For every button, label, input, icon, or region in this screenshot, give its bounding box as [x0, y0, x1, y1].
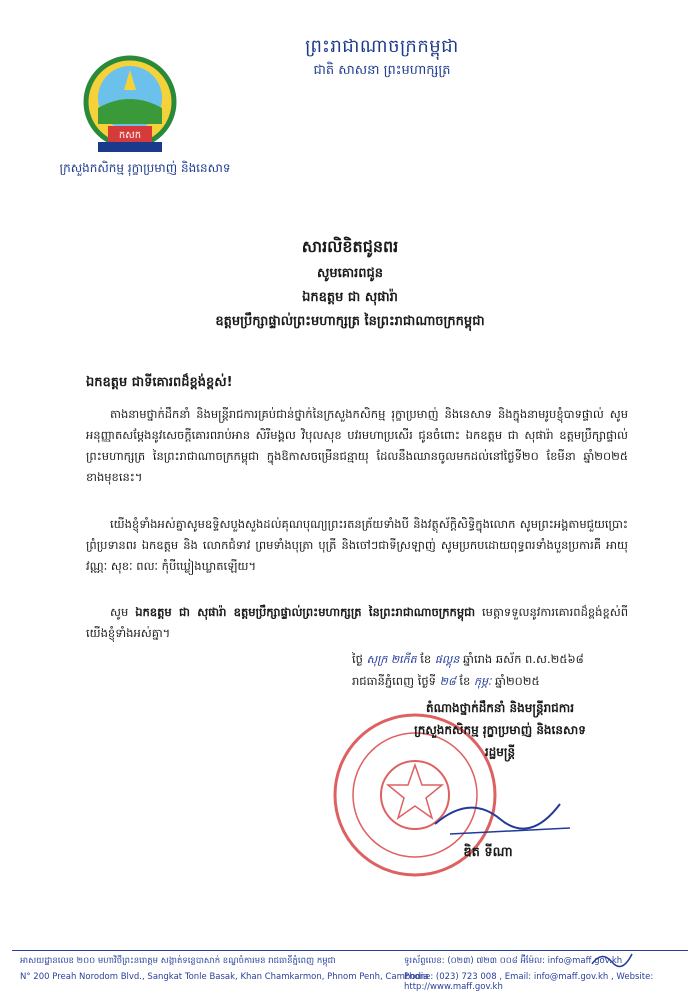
solar-month-label: ខែ [459, 674, 471, 688]
salutation: ឯកឧត្តម ជាទីគោរពដ៏ខ្ពង់ខ្ពស់! [86, 375, 233, 390]
footer-address-kh: អាសយដ្ឋានលេខ ២០០ មហាវិថីព្រះនរោត្តម សង្កាត់ទន្លេបាសាក់ ខណ្ឌចំការមន រាជធានីភ្នំពេញ កម្ពុជា [20, 956, 336, 966]
ministry-name: ក្រសួងកសិកម្ម រុក្ខាប្រមាញ់ និងនេសាទ [59, 161, 231, 175]
solar-year: ឆ្នាំ២០២៥ [495, 674, 540, 688]
recipient-title: ឧត្តមប្រឹក្សាផ្ទាល់ព្រះមហាក្សត្រ នៃព្រះរាជាណាចក្រកម្ពុជា [215, 314, 485, 329]
kingdom-title: ព្រះរាជាណាចក្រកម្ពុជា [305, 36, 459, 57]
body-paragraph-1: តាងនាមថ្នាក់ដឹកនាំ និងមន្ត្រីរាជការគ្រប់ជាន់ថ្នាក់នៃក្រសួងកសិកម្ម រុក្ខាប្រមាញ់ និងនេសាទ និងក្នុងនាមរូបខ្ញុំបាទផ្ទាល់ សូមអនុញ្ញាតសម្តែងនូវសេចក្តីគោរពរាប់អាន សិរីមង្គល វិបុលសុខ បវរមហាប្រសើរ ជូនចំពោះ ឯកឧត្តម ជា សុផារ៉ា ឧត្តមប្រឹក្សាផ្ទាល់ព្រះមហាក្សត្រ នៃព្រះរាជាណាចក្រកម្ពុជា ក្នុងឱកាសចម្រើនជន្មាយុ ដែលនឹងឈានចូលមកដល់នៅថ្ងៃទី២០ ខែមីនា ឆ្នាំ២០២៥ ខាងមុខនេះ។ [86, 407, 628, 484]
solar-month-handwritten: កុម្ភៈ [474, 675, 492, 688]
p3-closing: មេត្តាទទួលនូវការគោរពដ៏ខ្ពង់ខ្ពស់ពីយើងខ្ញុំទាំងអស់គ្នា។ [86, 605, 629, 640]
p3-prefix: សូម [110, 605, 129, 619]
lunar-month-handwritten: ផល្គុន [434, 653, 460, 666]
body-paragraph-2: យើងខ្ញុំទាំងអស់គ្នាសូមឧទ្ទិសបួងសួងដល់គុណបុណ្យព្រះរតនត្រ័យទាំងបី និងវត្ថុស័ក្តិសិទ្ធិក្នុងលោក សូមព្រះអង្គតាមជួយប្រោះព្រំប្រទានពរ ឯកឧត្តម និង លោកជំទាវ ព្រមទាំងបុត្រា បុត្រី និងចៅៗជាទីស្រឡាញ់ សូមប្រកបដោយពុទ្ធពរទាំងបួនប្រការគឺ អាយុ វណ្ណៈ សុខៈ ពលៈ កុំបីឃ្លៀងឃ្លាតឡើយ។ [86, 517, 628, 573]
lunar-prefix: ថ្ងៃ [352, 652, 363, 666]
footer-initial-signature [590, 948, 634, 970]
letter-title-block [100, 236, 600, 337]
lunar-day-handwritten: សុក្រ ២កើត [366, 653, 417, 666]
footer-contact-en: Phone: (023) 723 008 , Email: info@maff.gov.kh , Website: http://www.maff.gov.kh [404, 972, 654, 992]
lunar-date [352, 652, 642, 669]
handwritten-signature [430, 784, 580, 844]
recipient-name: ឯកឧត្តម ជា សុផារ៉ា [302, 290, 398, 305]
signature-line-2: ក្រសួងកសិកម្ម រុក្ខាប្រមាញ់ និងនេសាទ [414, 723, 586, 737]
national-motto: ជាតិ សាសនា ព្រះមហាក្សត្រ [313, 63, 451, 78]
signature-block [360, 700, 640, 766]
solar-date [352, 674, 642, 691]
solar-prefix: រាជធានីភ្នំពេញ ថ្ងៃទី [352, 674, 436, 688]
ministry-emblem [78, 50, 182, 162]
signature-role: រដ្ឋមន្ត្រី [484, 745, 516, 759]
body-paragraph-3 [86, 602, 628, 644]
signatory-name: ឌិត ទីណា [463, 845, 513, 860]
lunar-month-label: ខែ [420, 652, 432, 666]
footer-divider [12, 950, 688, 951]
footer-contact-kh: ទូរស័ព្ទលេខ: (០២៣) ៧២៣ ០០៨ អ៊ីម៉ែល: info@maff.gov.kh [404, 956, 623, 966]
p3-recipient: ឯកឧត្តម ជា សុផារ៉ា ឧត្តមប្រឹក្សាផ្ទាល់ព្រះមហាក្សត្រ នៃព្រះរាជាណាចក្រកម្ពុជា [135, 605, 476, 619]
lunar-year: ឆ្នាំរោង ឆស័ក ព.ស.២៥៦៨ [463, 652, 584, 666]
logo-text: កសក [118, 130, 142, 141]
solar-day-handwritten: ២៨ [439, 675, 456, 688]
letter-title: សារលិខិតជូនពរ [301, 237, 399, 256]
addressed-to: សូមគោរពជូន [316, 266, 383, 281]
footer-address-en: N° 200 Preah Norodom Blvd., Sangkat Tonle Basak, Khan Chamkarmon, Phnom Penh, Cambodia [20, 972, 429, 982]
signature-line-1: តំណាងថ្នាក់ដឹកនាំ និងមន្ត្រីរាជការ [425, 701, 575, 715]
